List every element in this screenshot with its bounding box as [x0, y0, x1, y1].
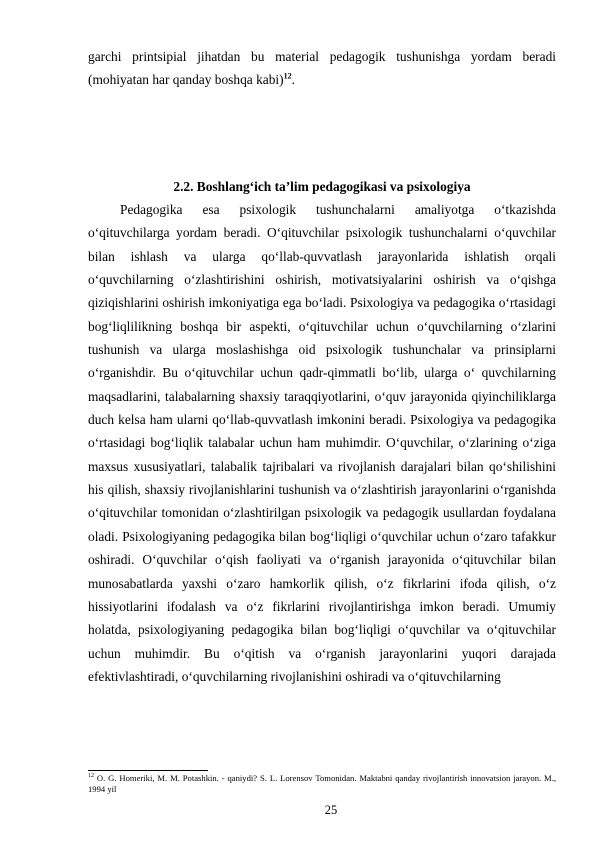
section-body	[88, 198, 556, 688]
footnote-number: 12	[88, 773, 94, 780]
footnote	[88, 773, 556, 795]
footnote-divider	[88, 770, 208, 771]
page-number: 25	[324, 803, 338, 817]
footnote-text: O. G. Homeriki, M. M. Potashkin. - qaniydi? S. L. Lorensov Tomonidan. Maktabni qanday rivojlantirish innovatsion jarayon. M., 1994 yil	[88, 773, 556, 794]
section-paragraph: Pedagogika esa psixologik tushunchalarni amaliyotga o‘tkazishda o‘qituvchilarga yordam beradi. O‘qituvchilar psixologik tushunchalarni o‘quvchilar bilan ishlash va ularga qo‘llab-quvvatlash jarayonlarida ishlatish orqali o‘quvchilarning o‘zlashtirishini oshirish, motivatsiyalarini oshirish va o‘qishga qiziqishlarini oshirish imkoniyatiga ega bo‘ladi. Psixologiya va pedagogika o‘rtasidagi bog‘liqlilikning boshqa bir aspekti, o‘qituvchilar uchun o‘quvchilarning o‘zlarini tushunish va ularga moslashishga oid psixologik tushunchalar va prinsiplarni o‘rganishdir. Bu o‘qituvchilar uchun qadr-qimmatli bo‘lib, ularga o‘ quvchilarning maqsadlarini, talabalarning shaxsiy taraqqiyotlarini, o‘quv jarayonida qiyinchiliklarga duch kelsa ham ularni qo‘llab-quvvatlash imkonini beradi. Psixologiya va pedagogika o‘rtasidagi bog‘liqlik talabalar uchun ham muhimdir. O‘quvchilar, o‘zlarining o‘ziga maxsus xususiyatlari, talabalik tajribalari va rivojlanish darajalari bilan qo‘shilishini his qilish, shaxsiy rivojlanishlarini tushunish va o‘zlashtirish jarayonlarini o‘rganishda o‘qituvchilar tomonidan o‘zlashtirilgan psixologik va pedagogik usullardan foydalana oladi. Psixologiyaning pedagogika bilan bog‘liqligi o‘quvchilar uchun o‘zaro tafakkur oshiradi. O‘quvchilar o‘qish faoliyati va o‘rganish jarayonida o‘qituvchilar bilan munosabatlarda yaxshi o‘zaro hamkorlik qilish, o‘z fikrlarini ifoda qilish, o‘z hissiyotlarini ifodalash va o‘z fikrlarini rivojlantirishga imkon beradi. Umumiy holatda, psixologiyaning pedagogika bilan bog‘liqligi o‘quvchilar va o‘qituvchilar uchun muhimdir. Bu o‘qitish va o‘rganish jarayonlarini yuqori darajada efektivlashtiradi, o‘quvchilarning rivojlanishini oshiradi va o‘qituvchilarning	[88, 202, 556, 684]
intro-text	[88, 45, 556, 92]
intro-body: garchi printsipial jihatdan bu material pedagogik tushunishga yordam beradi (mohiyatan har qanday boshqa kabi)	[88, 49, 556, 88]
footnote-reference[interactable]: 12	[283, 71, 292, 81]
intro-end: .	[291, 72, 295, 88]
intro-paragraph	[88, 45, 556, 92]
section-heading: 2.2. Boshlang‘ich ta’lim pedagogikasi va psixologiya	[173, 179, 471, 194]
